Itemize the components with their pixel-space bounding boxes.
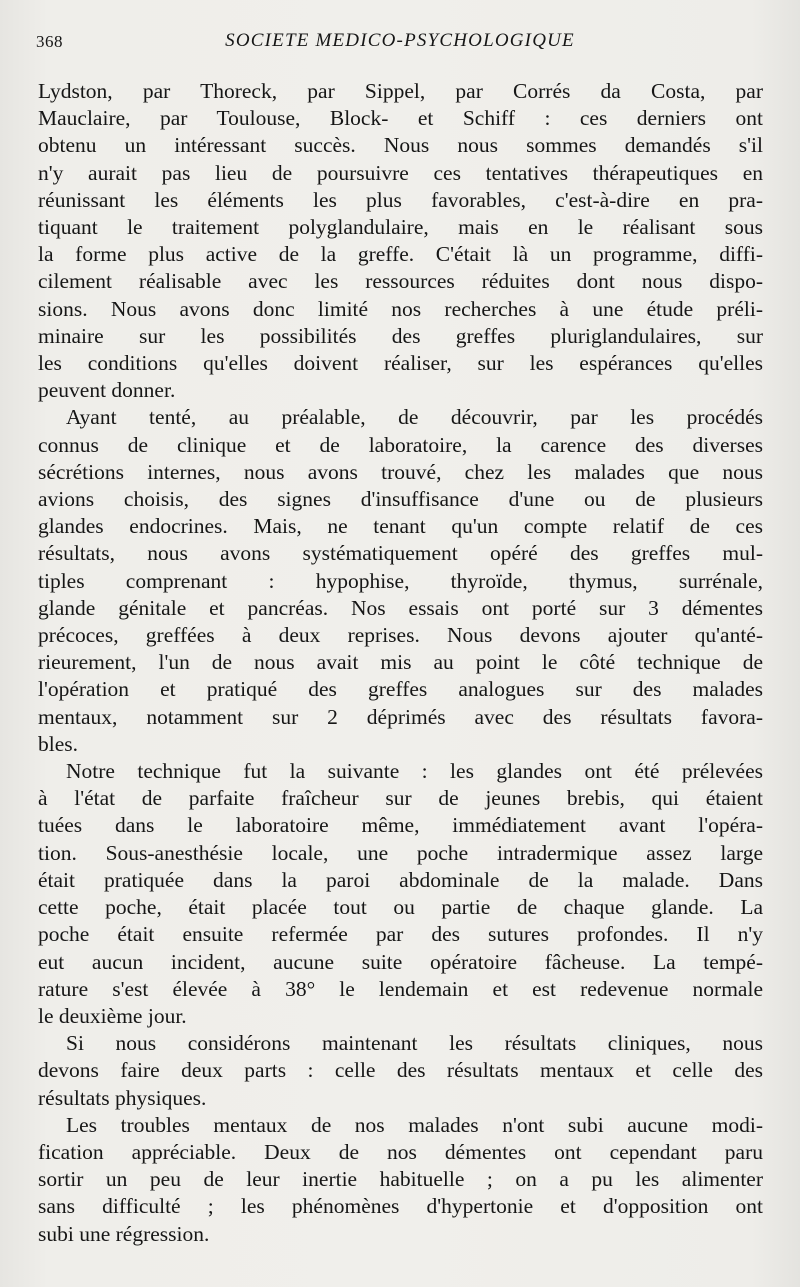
text-line: résultats physiques. <box>38 1085 207 1110</box>
text-line: sans difficulté ; les phénomènes d'hypertonie et d'opposition ont <box>38 1194 763 1219</box>
text-line: rature s'est élevée à 38° le lendemain et est redevenue normale <box>38 976 763 1001</box>
text-line: devons faire deux parts : celle des résultats mentaux et celle des <box>38 1058 763 1083</box>
text-line: minaire sur les possibilités des greffes pluriglandulaires, sur <box>38 323 763 348</box>
paragraph-2 <box>38 404 763 758</box>
text-line: n'y aurait pas lieu de poursuivre ces tentatives thérapeutiques en <box>38 160 763 185</box>
text-line: cette poche, était placée tout ou partie de chaque glande. La <box>38 895 763 920</box>
text-line: poche était ensuite refermée par des sutures profondes. Il n'y <box>38 922 763 947</box>
text-line: peuvent donner. <box>38 378 176 403</box>
text-line: Les troubles mentaux de nos malades n'ont subi aucune modi- <box>66 1112 763 1137</box>
text-line: fication appréciable. Deux de nos démentes ont cependant paru <box>38 1139 763 1164</box>
text-line: sortir un peu de leur inertie habituelle ; on a pu les alimenter <box>38 1167 763 1192</box>
text-line: rieurement, l'un de nous avait mis au point le côté technique de <box>38 650 763 675</box>
paragraph-4 <box>38 1030 763 1112</box>
text-line: Notre technique fut la suivante : les glandes ont été prélevées <box>66 759 763 784</box>
running-head: SOCIETE MEDICO-PSYCHOLOGIQUE <box>225 30 575 51</box>
text-line: mentaux, notamment sur 2 déprimés avec des résultats favora- <box>38 704 763 729</box>
paragraph-1 <box>38 78 763 404</box>
text-line: l'opération et pratiqué des greffes analogues sur des malades <box>38 677 763 702</box>
text-line: à l'état de parfaite fraîcheur sur de jeunes brebis, qui étaient <box>38 786 763 811</box>
text-line: tuées dans le laboratoire même, immédiatement avant l'opéra- <box>38 813 763 838</box>
text-line: la forme plus active de la greffe. C'était là un programme, diffi- <box>38 242 763 267</box>
text-line: le deuxième jour. <box>38 1003 187 1028</box>
text-line: les conditions qu'elles doivent réaliser, sur les espérances qu'elles <box>38 351 763 376</box>
text-line: glandes endocrines. Mais, ne tenant qu'un compte relatif de ces <box>38 514 763 539</box>
text-line: obtenu un intéressant succès. Nous nous sommes demandés s'il <box>38 133 763 158</box>
text-line: réunissant les éléments les plus favorables, c'est-à-dire en pra- <box>38 187 763 212</box>
paragraph-3 <box>38 758 763 1030</box>
text-line: résultats, nous avons systématiquement opéré des greffes mul- <box>38 541 763 566</box>
paragraph-5 <box>38 1112 763 1248</box>
page-header <box>36 30 764 56</box>
text-line: Mauclaire, par Toulouse, Block- et Schiff : ces derniers ont <box>38 106 763 131</box>
page-number: 368 <box>36 32 63 51</box>
text-line: subi une régression. <box>38 1221 210 1246</box>
body-text <box>38 78 763 1248</box>
text-line: glande génitale et pancréas. Nos essais ont porté sur 3 démentes <box>38 595 763 620</box>
text-line: connus de clinique et de laboratoire, la carence des diverses <box>38 432 763 457</box>
text-line: tiples comprenant : hypophise, thyroïde, thymus, surrénale, <box>38 568 763 593</box>
text-line: Si nous considérons maintenant les résultats cliniques, nous <box>66 1031 763 1056</box>
text-line: précoces, greffées à deux reprises. Nous devons ajouter qu'anté- <box>38 623 763 648</box>
text-line: eut aucun incident, aucune suite opératoire fâcheuse. La tempé- <box>38 949 763 974</box>
text-line: Ayant tenté, au préalable, de découvrir, par les procédés <box>66 405 763 430</box>
text-line: sions. Nous avons donc limité nos recherches à une étude préli- <box>38 296 763 321</box>
text-line: sécrétions internes, nous avons trouvé, chez les malades que nous <box>38 459 763 484</box>
text-line: cilement réalisable avec les ressources réduites dont nous dispo- <box>38 269 763 294</box>
text-line: Lydston, par Thoreck, par Sippel, par Corrés da Costa, par <box>38 79 763 103</box>
text-line: avions choisis, des signes d'insuffisance d'une ou de plusieurs <box>38 487 763 512</box>
text-line: tion. Sous-anesthésie locale, une poche intradermique assez large <box>38 840 763 865</box>
text-line: était pratiquée dans la paroi abdominale de la malade. Dans <box>38 867 763 892</box>
text-line: tiquant le traitement polyglandulaire, mais en le réalisant sous <box>38 215 763 240</box>
text-line: bles. <box>38 731 79 756</box>
